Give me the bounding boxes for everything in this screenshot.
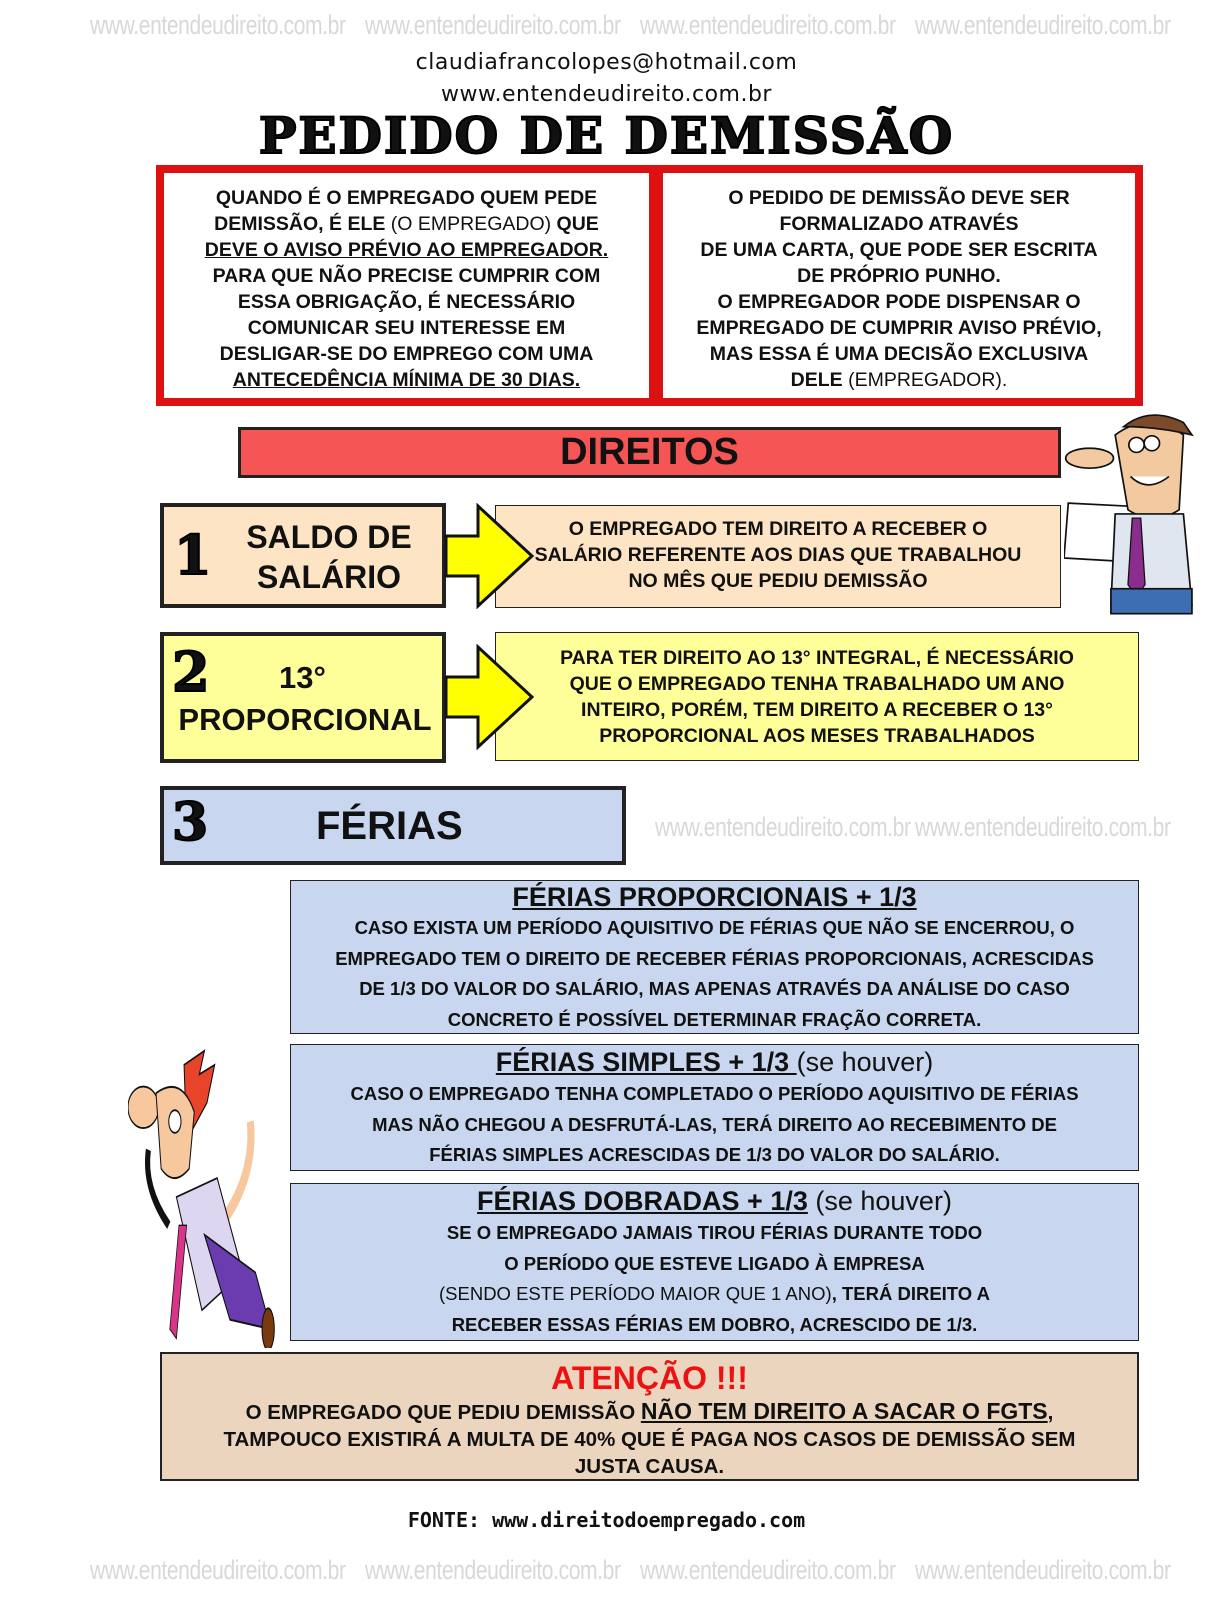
ferias-simples-box <box>290 1044 1139 1171</box>
section-suffix: (se houver) <box>807 1186 952 1216</box>
section-title: FÉRIAS SIMPLES + 1/3 <box>495 1047 797 1077</box>
arrow-right-icon <box>444 503 536 609</box>
text-line: O PERÍODO QUE ESTEVE LIGADO À EMPRESA <box>504 1252 925 1274</box>
item-label: SALDO DE <box>246 519 412 555</box>
watermark-text: www.entendeudireito.com.br <box>915 10 1171 40</box>
watermark-text: www.entendeudireito.com.br <box>915 1555 1171 1585</box>
page-title: PEDIDO DE DEMISSÃO <box>258 106 955 165</box>
text-line: DEVE O AVISO PRÉVIO AO EMPREGADOR. <box>204 239 609 261</box>
text-line: SE O EMPREGADO JAMAIS TIROU FÉRIAS DURANTE TODO <box>446 1222 983 1243</box>
arrow-right-icon <box>444 644 536 750</box>
text-line: PARA QUE NÃO PRECISE CUMPRIR COM <box>212 265 601 287</box>
text-line: ESSA OBRIGAÇÃO, É NECESSÁRIO <box>237 291 576 313</box>
watermark-text: www.entendeudireito.com.br <box>640 10 896 40</box>
text-line: DEMISSÃO, É ELE (O EMPREGADO) QUE <box>214 213 599 235</box>
text-line: CONCRETO É POSSÍVEL DETERMINAR FRAÇÃO CORRETA. <box>447 1008 982 1030</box>
text-line: CASO O EMPREGADO TENHA COMPLETADO O PERÍODO AQUISITIVO DE FÉRIAS <box>350 1083 1079 1104</box>
item-number: 3 <box>172 792 209 853</box>
source-footer: FONTE: www.direitodoempregado.com <box>407 1508 806 1532</box>
text-line: DE UMA CARTA, QUE PODE SER ESCRITA <box>700 239 1098 261</box>
text-line: EMPREGADO DE CUMPRIR AVISO PRÉVIO, <box>696 317 1102 339</box>
item-label: FÉRIAS <box>316 804 463 848</box>
intro-left-box <box>162 171 651 400</box>
text-line: DE PRÓPRIO PUNHO. <box>797 265 1001 287</box>
text-line: O EMPREGADO QUE PEDIU DEMISSÃO NÃO TEM DIREITO A SACAR O FGTS, <box>245 1398 1054 1424</box>
right-13-proporcional <box>160 632 446 763</box>
section-suffix: (se houver) <box>796 1047 934 1077</box>
text-line: PARA TER DIREITO AO 13° INTEGRAL, É NECESSÁRIO <box>560 647 1074 669</box>
13-proporcional-description <box>495 632 1139 761</box>
text-line: MAS ESSA É UMA DECISÃO EXCLUSIVA <box>709 343 1089 365</box>
watermark-text: www.entendeudireito.com.br <box>365 10 621 40</box>
right-ferias <box>160 786 626 865</box>
watermark-text: www.entendeudireito.com.br <box>640 1555 896 1585</box>
text-line: (SENDO ESTE PERÍODO MAIOR QUE 1 ANO), TERÁ DIREITO A <box>439 1283 990 1304</box>
text-line: COMUNICAR SEU INTERESSE EM <box>247 317 566 339</box>
section-title: FÉRIAS DOBRADAS + 1/3 <box>477 1186 808 1216</box>
item-number: 2 <box>172 640 210 704</box>
right-saldo-salario <box>160 503 446 608</box>
text-line: O EMPREGADOR PODE DISPENSAR O <box>717 291 1081 313</box>
text-line: RECEBER ESSAS FÉRIAS EM DOBRO, ACRESCIDO DE 1/3. <box>451 1313 978 1335</box>
intro-right-box <box>661 171 1137 400</box>
watermark-text: www.entendeudireito.com.br <box>90 10 346 40</box>
cartoon-man-holding-sign-illustration <box>1064 410 1209 622</box>
text-line: O EMPREGADO TEM DIREITO A RECEBER O <box>568 518 988 540</box>
item-label: PROPORCIONAL <box>178 702 432 737</box>
item-label: SALÁRIO <box>257 559 401 595</box>
text-line: MAS NÃO CHEGOU A DESFRUTÁ-LAS, TERÁ DIREITO AO RECEBIMENTO DE <box>372 1113 1057 1135</box>
intro-panel <box>156 165 1143 406</box>
text-line: EMPREGADO TEM O DIREITO DE RECEBER FÉRIAS PROPORCIONAIS, ACRESCIDAS <box>335 947 1094 969</box>
ferias-proporcionais-box <box>290 880 1139 1034</box>
text-line: FORMALIZADO ATRAVÉS <box>779 213 1019 235</box>
watermark-text: www.entendeudireito.com.br <box>90 1555 346 1585</box>
watermark-text: www.entendeudireito.com.br <box>655 812 911 842</box>
section-title: FÉRIAS PROPORCIONAIS + 1/3 <box>512 882 917 912</box>
text-line: FÉRIAS SIMPLES ACRESCIDAS DE 1/3 DO VALOR DO SALÁRIO. <box>429 1144 1000 1165</box>
text-line: QUANDO É O EMPREGADO QUEM PEDE <box>215 187 598 209</box>
text-line: ANTECEDÊNCIA MÍNIMA DE 30 DIAS. <box>232 369 581 391</box>
ferias-dobradas-box <box>290 1183 1139 1341</box>
author-email: claudiafrancolopes@hotmail.com <box>415 50 798 75</box>
watermark-text: www.entendeudireito.com.br <box>365 1555 621 1585</box>
item-label: 13° <box>279 660 326 695</box>
rights-heading: DIREITOS <box>238 427 1061 478</box>
text-line: DESLIGAR-SE DO EMPREGO COM UMA <box>219 343 594 365</box>
text-line: PROPORCIONAL AOS MESES TRABALHADOS <box>599 725 1035 747</box>
text-line: DELE (EMPREGADOR). <box>790 369 1008 391</box>
text-line: O PEDIDO DE DEMISSÃO DEVE SER <box>728 187 1070 209</box>
attention-title: ATENÇÃO !!! <box>551 1360 748 1396</box>
cartoon-man-panicking-illustration <box>128 1046 286 1348</box>
text-line: JUSTA CAUSA. <box>574 1455 725 1478</box>
item-number: 1 <box>174 523 212 587</box>
saldo-salario-description <box>495 505 1061 608</box>
text-line: TAMPOUCO EXISTIRÁ A MULTA DE 40% QUE É PAGA NOS CASOS DE DEMISSÃO SEM <box>223 1428 1076 1451</box>
text-line: CASO EXISTA UM PERÍODO AQUISITIVO DE FÉRIAS QUE NÃO SE ENCERROU, O <box>354 917 1075 938</box>
text-line: DE 1/3 DO VALOR DO SALÁRIO, MAS APENAS ATRAVÉS DA ANÁLISE DO CASO <box>359 978 1070 999</box>
text-line: SALÁRIO REFERENTE AOS DIAS QUE TRABALHOU <box>534 544 1022 566</box>
header-website: www.entendeudireito.com.br <box>441 82 772 107</box>
text-line: NO MÊS QUE PEDIU DEMISSÃO <box>628 570 928 592</box>
watermark-text: www.entendeudireito.com.br <box>915 812 1171 842</box>
attention-box <box>160 1352 1139 1481</box>
text-line: QUE O EMPREGADO TENHA TRABALHADO UM ANO <box>569 673 1065 695</box>
text-line: INTEIRO, PORÉM, TEM DIREITO A RECEBER O 13° <box>581 699 1053 721</box>
